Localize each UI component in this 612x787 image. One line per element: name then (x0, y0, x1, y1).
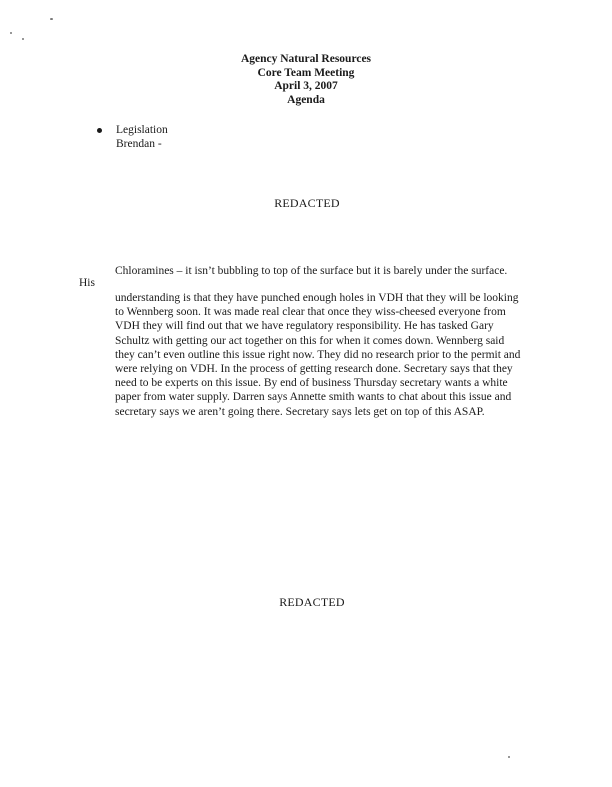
header-agenda: Agenda (287, 93, 325, 106)
document-header (0, 53, 612, 107)
header-meeting: Core Team Meeting (257, 66, 355, 79)
notes-line: VDH they will find out that we have regulatory responsibility. He has tasked Gary (115, 320, 494, 333)
redacted-marker: REDACTED (274, 196, 340, 210)
notes-paragraph (115, 291, 545, 419)
notes-line: they can’t even outline this issue right now. They did no research prior to the permit and (115, 348, 521, 361)
agenda-item (97, 123, 168, 151)
notes-first-line: Chloramines – it isn’t bubbling to top of the surface but it is barely under the surface. (115, 265, 508, 277)
scan-speck (508, 756, 510, 758)
notes-line: understanding is that they have punched enough holes in VDH that they will be looking (115, 292, 519, 304)
notes-margin-word: His (79, 277, 95, 289)
notes-line: secretary says we aren’t going there. Secretary says lets get on top of this ASAP. (115, 405, 485, 418)
notes-line: were relying on VDH. In the process of getting research done. Secretary says that they (115, 363, 513, 376)
redacted-marker: REDACTED (279, 595, 345, 609)
notes-line: need to be experts on this issue. By end of business Thursday secretary wants a white (115, 377, 508, 390)
notes-line: Schultz with getting our act together on this for when it comes down. Wennberg said (115, 334, 505, 347)
scan-speck (50, 18, 53, 20)
bullet-icon (97, 128, 102, 133)
agenda-item-detail: Brendan - (116, 138, 162, 150)
scan-speck (22, 38, 24, 40)
header-agency: Agency Natural Resources (240, 53, 372, 65)
notes-line: to Wennberg soon. It was made real clear that once they wiss-cheesed everyone from (115, 306, 506, 319)
notes-line: paper from water supply. Darren says Annette smith wants to chat about this issue and (115, 391, 512, 404)
agenda-item-label: Legislation (116, 124, 168, 136)
scan-speck (10, 32, 12, 34)
header-date: April 3, 2007 (274, 80, 338, 92)
